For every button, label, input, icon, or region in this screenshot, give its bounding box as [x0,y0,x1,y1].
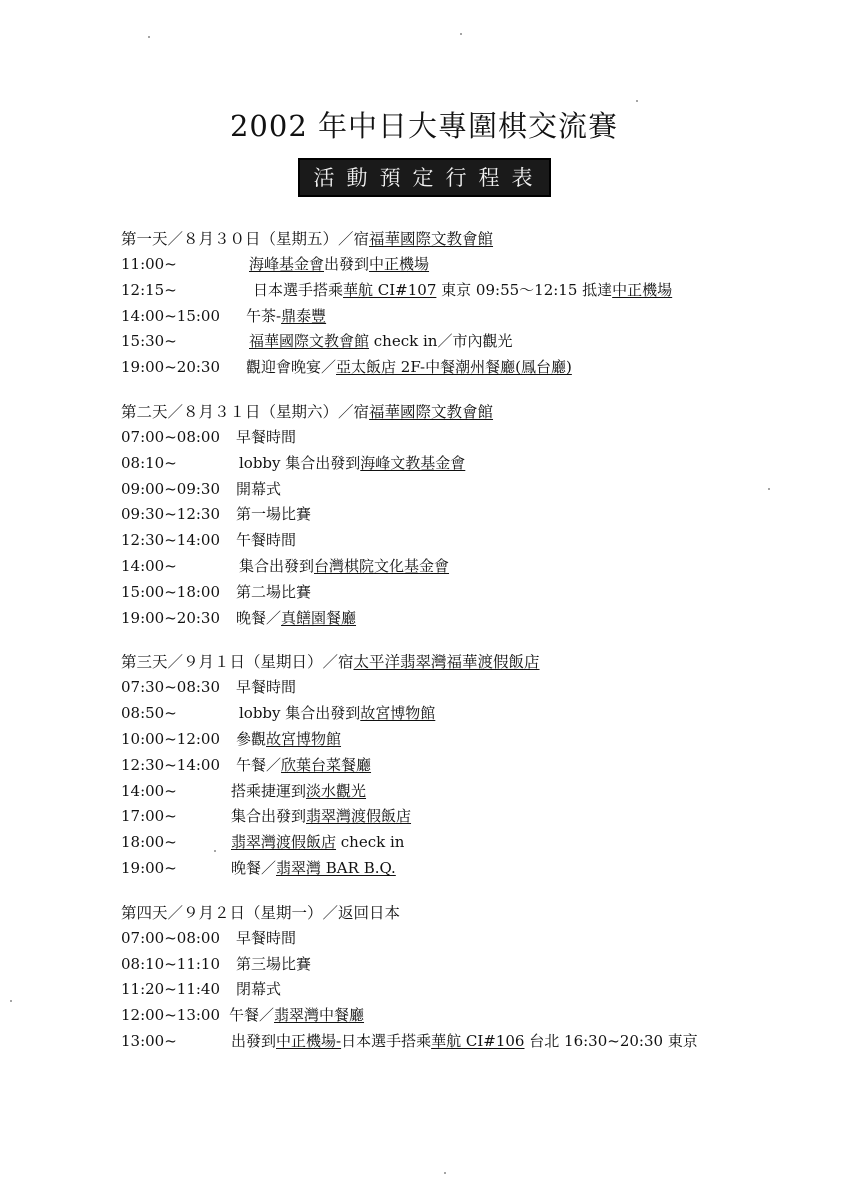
underlined-place-text: 故宮博物館 [360,704,436,723]
schedule-row [121,804,821,830]
schedule-time: 13:00~ [121,1031,177,1050]
text-segment: 午茶- [246,306,282,325]
schedule-row [121,425,821,451]
schedule-time: 11:20~11:40 [121,980,221,999]
day-heading [121,226,821,252]
subtitle-label: 活動預定行程表 [298,158,551,197]
underlined-place-text: 海峰基金會 [249,255,325,273]
underlined-place-text: 翡翠灣 BAR B.Q. [276,858,396,877]
text-segment: check in／市內觀光 [369,332,513,351]
text-segment: lobby 集合出發到 [239,453,361,472]
text-segment: 集合出發到 [239,556,315,575]
underlined-place-text: 鼎泰豐 [281,306,327,325]
schedule-description [236,675,296,701]
schedule-description [239,701,435,727]
schedule-description [249,252,429,278]
schedule-description [239,451,465,477]
scan-speck [768,488,770,490]
schedule-time: 11:00~ [121,255,177,273]
schedule-row [121,528,821,554]
text-segment: check in [336,833,405,852]
schedule-row [121,502,821,528]
text-segment: 日本選手搭乘 [341,1031,432,1050]
schedule-row [121,606,821,632]
schedule-row [121,477,821,503]
schedule-time: 14:00~ [121,556,177,575]
text-segment: 早餐時間 [236,928,297,947]
text-segment: 台北 16:30~20:30 東京 [524,1031,698,1050]
underlined-place-text: 亞太飯店 2F-中餐潮州餐廳(鳳台廳) [336,358,572,377]
schedule-description [236,425,296,451]
schedule-row [121,675,821,701]
schedule-description [253,278,672,304]
schedule-time: 14:00~15:00 [121,306,221,325]
schedule-time: 17:00~ [121,807,177,826]
text-segment: 午餐／ [229,1006,275,1025]
text-segment: 晚餐／ [231,858,277,877]
underlined-place-text: 台灣棋院文化基金會 [314,556,450,575]
day-section [121,399,821,631]
underlined-place-text: 海峰文教基金會 [360,453,466,472]
text-segment: 東京 09:55～12:15 抵達 [436,280,613,299]
schedule-row [121,952,821,978]
underlined-place-text: 淡水觀光 [306,781,367,800]
text-segment: 日本選手搭乘 [253,280,344,299]
schedule-description [246,304,326,330]
text-segment: 第二天／８月３１日（星期六）／宿 [121,402,370,421]
text-segment: 觀迎會晚宴／ [246,358,337,377]
schedule-description [236,477,281,503]
schedule-time: 15:30~ [121,332,177,351]
schedule-row [121,355,821,381]
underlined-place-text: 翡翠灣渡假飯店 [231,833,337,852]
schedule-time: 07:00~08:00 [121,928,221,947]
scan-speck [636,100,638,102]
schedule-time: 18:00~ [121,833,177,852]
schedule-description [231,1029,698,1055]
day-section [121,226,821,381]
text-segment: 出發到 [231,1031,277,1050]
text-segment: 集合出發到 [231,807,307,826]
text-segment: 早餐時間 [236,427,297,446]
scan-speck [460,33,462,35]
schedule-time: 15:00~18:00 [121,582,221,601]
schedule-description [236,528,296,554]
text-segment: 參觀 [236,729,267,748]
schedule-row [121,779,821,805]
scan-speck [10,1000,12,1002]
schedule-description [236,727,341,753]
underlined-place-text: 華航 CI#107 [343,280,437,299]
schedule-time: 19:00~20:30 [121,358,221,377]
schedule-row [121,926,821,952]
schedule-time: 19:00~ [121,858,177,877]
schedule-row [121,580,821,606]
scan-speck [148,36,150,38]
schedule-time: 08:50~ [121,704,177,723]
text-segment: 午餐／ [236,755,282,774]
day-section [121,649,821,881]
page-title: 2002 年中日大專圍棋交流賽 [229,109,619,143]
schedule-list [121,226,821,1073]
schedule-time: 08:10~11:10 [121,954,221,973]
schedule-description [231,779,366,805]
text-segment: 午餐時間 [236,531,297,550]
schedule-description [236,952,311,978]
text-segment: 第四天／９月２日（星期一）／返回日本 [121,903,401,922]
schedule-description [246,355,572,381]
text-segment: 第一場比賽 [236,505,312,524]
schedule-description [231,856,396,882]
text-segment: 開幕式 [236,479,282,498]
underlined-place-text: 中正機場 [612,280,673,299]
schedule-row [121,1003,821,1029]
schedule-row [121,278,821,304]
underlined-place-text: 真饍園餐廳 [281,608,357,627]
underlined-place-text: 華航 CI#106 [431,1031,525,1050]
text-segment: lobby 集合出發到 [239,704,361,723]
schedule-row [121,329,821,355]
schedule-row [121,1029,821,1055]
schedule-description [239,554,449,580]
underlined-place-text: 太平洋翡翠灣福華渡假飯店 [353,653,540,672]
underlined-place-text: 故宮博物館 [266,729,342,748]
text-segment: 第三天／９月１日（星期日）／宿 [121,653,354,672]
day-heading [121,649,821,675]
schedule-row [121,856,821,882]
underlined-place-text: 中正機場- [276,1031,342,1050]
schedule-row [121,977,821,1003]
day-section [121,900,821,1055]
day-heading [121,399,821,425]
scan-speck [444,1172,446,1174]
schedule-row [121,554,821,580]
underlined-place-text: 翡翠灣中餐廳 [274,1006,365,1025]
schedule-row [121,727,821,753]
schedule-time: 09:00~09:30 [121,479,221,498]
schedule-row [121,451,821,477]
schedule-description [236,926,296,952]
schedule-time: 09:30~12:30 [121,505,221,524]
text-segment: 出發到 [324,255,370,273]
schedule-description [231,804,411,830]
schedule-time: 12:30~14:00 [121,755,221,774]
schedule-time: 10:00~12:00 [121,729,221,748]
underlined-place-text: 欣葉台菜餐廳 [281,755,372,774]
underlined-place-text: 福華國際文教會館 [369,402,494,421]
day-heading [121,900,821,926]
schedule-row [121,701,821,727]
underlined-place-text: 福華國際文教會館 [369,230,494,248]
schedule-description [236,977,281,1003]
underlined-place-text: 中正機場 [369,255,430,273]
schedule-time: 08:10~ [121,453,177,472]
schedule-description [229,1003,364,1029]
schedule-time: 07:00~08:00 [121,427,221,446]
schedule-row [121,304,821,330]
text-segment: 第一天／８月３０日（星期五）／宿 [121,230,370,248]
schedule-time: 14:00~ [121,781,177,800]
schedule-description [236,580,311,606]
schedule-time: 12:30~14:00 [121,531,221,550]
schedule-time: 07:30~08:30 [121,678,221,697]
text-segment: 第二場比賽 [236,582,312,601]
schedule-row [121,830,821,856]
schedule-description [236,606,356,632]
schedule-description [236,502,311,528]
text-segment: 搭乘捷運到 [231,781,307,800]
text-segment: 閉幕式 [236,980,282,999]
schedule-description [249,329,512,355]
schedule-time: 12:15~ [121,280,177,299]
subtitle-banner [0,158,848,197]
schedule-time: 12:00~13:00 [121,1006,221,1025]
underlined-place-text: 福華國際文教會館 [249,332,370,351]
text-segment: 第三場比賽 [236,954,312,973]
underlined-place-text: 翡翠灣渡假飯店 [306,807,412,826]
schedule-description [231,830,404,856]
text-segment: 早餐時間 [236,678,297,697]
text-segment: 晚餐／ [236,608,282,627]
scan-speck [214,850,216,852]
schedule-row [121,753,821,779]
schedule-time: 19:00~20:30 [121,608,221,627]
schedule-row [121,252,821,278]
schedule-description [236,753,371,779]
